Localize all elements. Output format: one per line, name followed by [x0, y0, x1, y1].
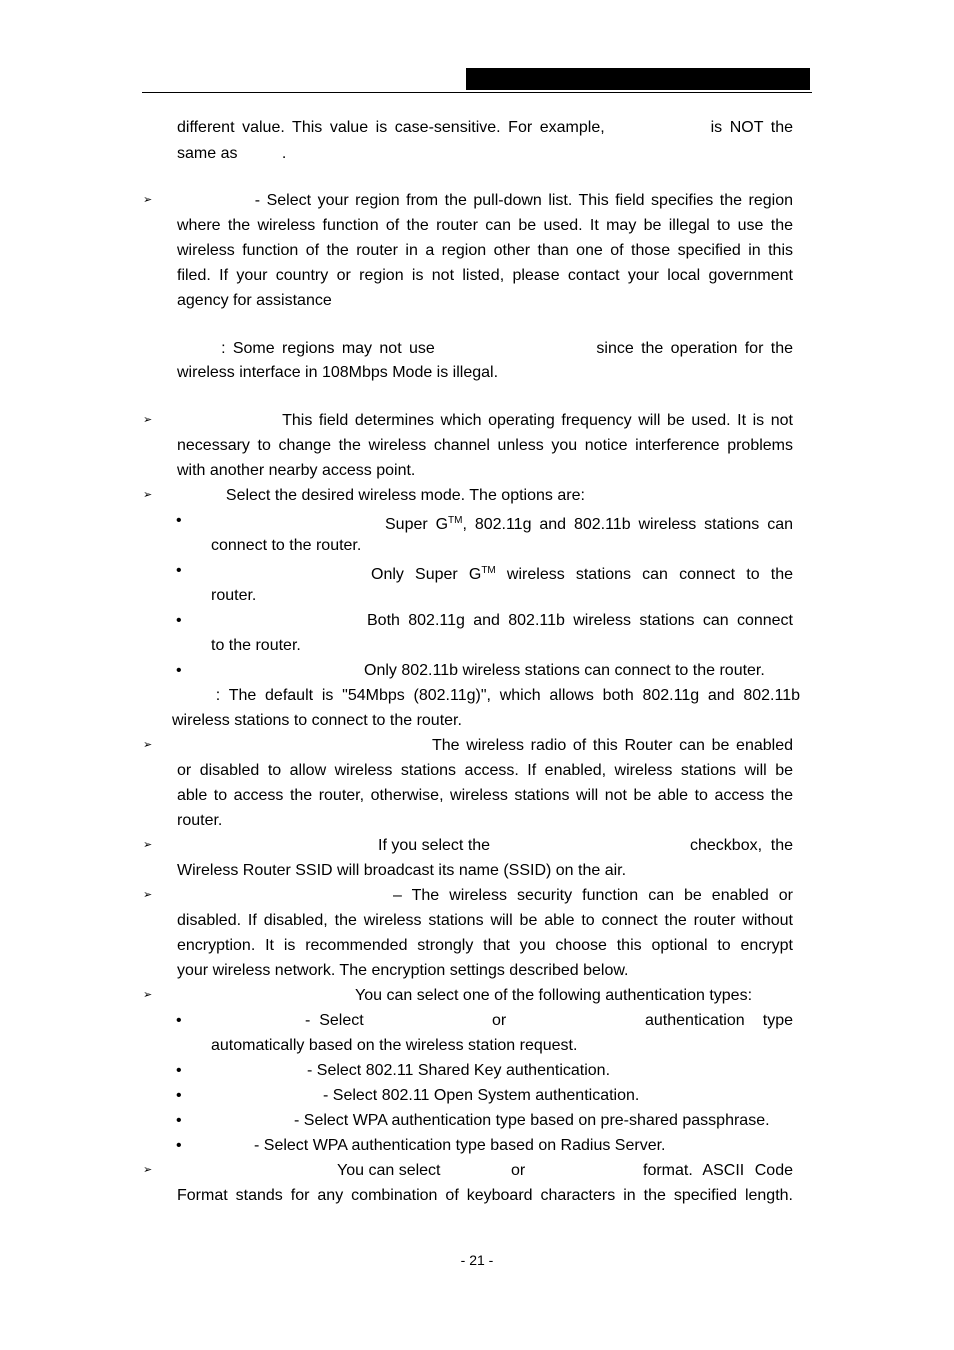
- bullet-icon: •: [176, 1087, 182, 1104]
- text-line: different value. This value is case-sensitive. For example, is NOT the: [177, 119, 793, 136]
- text-line: router.: [177, 812, 223, 829]
- bullet-icon: •: [176, 1137, 182, 1154]
- text-line: - Select: [305, 1012, 364, 1029]
- text-line: This field determines which operating frequency will be used. It is not: [177, 412, 793, 429]
- arrow-bullet-icon: ➢: [143, 194, 153, 206]
- text-line: - Select 802.11 Shared Key authentication.: [307, 1062, 611, 1079]
- text-line: authentication type: [645, 1012, 793, 1029]
- text-line: checkbox, the: [690, 837, 793, 854]
- text-line: necessary to change the wireless channel unless you notice interference problems: [177, 437, 793, 454]
- text-line: Wireless Router SSID will broadcast its name (SSID) on the air.: [177, 862, 627, 879]
- text-line: router.: [211, 587, 257, 604]
- text-line: automatically based on the wireless station request.: [211, 1037, 578, 1054]
- header-bar: [466, 68, 810, 90]
- text-line: connect to the router.: [211, 537, 362, 554]
- text-line: wireless interface in 108Mbps Mode is illegal.: [177, 364, 499, 381]
- arrow-bullet-icon: ➢: [143, 1164, 153, 1176]
- text-line: - Select WPA authentication type based on Radius Server.: [254, 1137, 666, 1154]
- text-line: disabled. If disabled, the wireless stations will be able to connect the router without: [177, 912, 793, 929]
- arrow-bullet-icon: ➢: [143, 739, 153, 751]
- text-line: - Select 802.11 Open System authentication.: [323, 1087, 640, 1104]
- text-line: - Select your region from the pull-down list. This field specifies the region: [177, 192, 793, 209]
- text-line: - Select WPA authentication type based on pre-shared passphrase.: [294, 1112, 770, 1129]
- note-line: : Some regions may not use since the operation for the: [177, 340, 793, 357]
- arrow-bullet-icon: ➢: [143, 889, 153, 901]
- text-line: The wireless radio of this Router can be enabled: [432, 737, 793, 754]
- arrow-bullet-icon: ➢: [143, 414, 153, 426]
- text-line: with another nearby access point.: [177, 462, 416, 479]
- text-line: If you select the: [378, 837, 491, 854]
- page-number: - 21 -: [460, 1252, 494, 1268]
- text-line: Super G™, 802.11g and 802.11b wireless stations can: [385, 515, 793, 533]
- text-line: wireless stations to connect to the router.: [172, 712, 462, 729]
- text-line: or: [492, 1012, 507, 1029]
- text-line: Select the desired wireless mode. The options are:: [177, 487, 585, 504]
- text-line: format. ASCII Code: [643, 1162, 793, 1179]
- bullet-icon: •: [176, 1062, 182, 1079]
- text-line: able to access the router, otherwise, wireless stations will not be able to access the: [177, 787, 793, 804]
- arrow-bullet-icon: ➢: [143, 839, 153, 851]
- text-line: Only 802.11b wireless stations can connect to the router.: [364, 662, 765, 679]
- bullet-icon: •: [176, 1112, 182, 1129]
- text-line: You can select: [337, 1162, 441, 1179]
- arrow-bullet-icon: ➢: [143, 489, 153, 501]
- bullet-icon: •: [176, 612, 182, 629]
- text-line: filed. If your country or region is not listed, please contact your local government: [177, 267, 793, 284]
- text-line: You can select one of the following authentication types:: [355, 987, 753, 1004]
- text-line: where the wireless function of the router can be used. It may be illegal to use the: [177, 217, 793, 234]
- arrow-bullet-icon: ➢: [143, 989, 153, 1001]
- header-rule: [142, 92, 812, 93]
- text-line: or: [511, 1162, 526, 1179]
- text-line: Only Super G™ wireless stations can connect to the: [371, 565, 793, 583]
- text-line: Both 802.11g and 802.11b wireless stations can connect: [367, 612, 793, 629]
- text-line: your wireless network. The encryption settings described below.: [177, 962, 629, 979]
- text-line: same as .: [177, 145, 287, 162]
- text-line: agency for assistance: [177, 292, 332, 309]
- text-line: to the router.: [211, 637, 301, 654]
- bullet-icon: •: [176, 662, 182, 679]
- text-line: – The wireless security function can be enabled or: [393, 887, 793, 904]
- bullet-icon: •: [176, 562, 182, 579]
- text-line: wireless function of the router in a region other than one of those specified in this: [177, 242, 793, 259]
- text-line: or disabled to allow wireless stations access. If enabled, wireless stations will be: [177, 762, 793, 779]
- text-line: encryption. It is recommended strongly that you choose this optional to encrypt: [177, 937, 793, 954]
- text-line: Format stands for any combination of keyboard characters in the specified length.: [177, 1187, 793, 1204]
- bullet-icon: •: [176, 1012, 182, 1029]
- note-line: : The default is "54Mbps (802.11g)", which allows both 802.11g and 802.11b: [172, 687, 800, 704]
- bullet-icon: •: [176, 512, 182, 529]
